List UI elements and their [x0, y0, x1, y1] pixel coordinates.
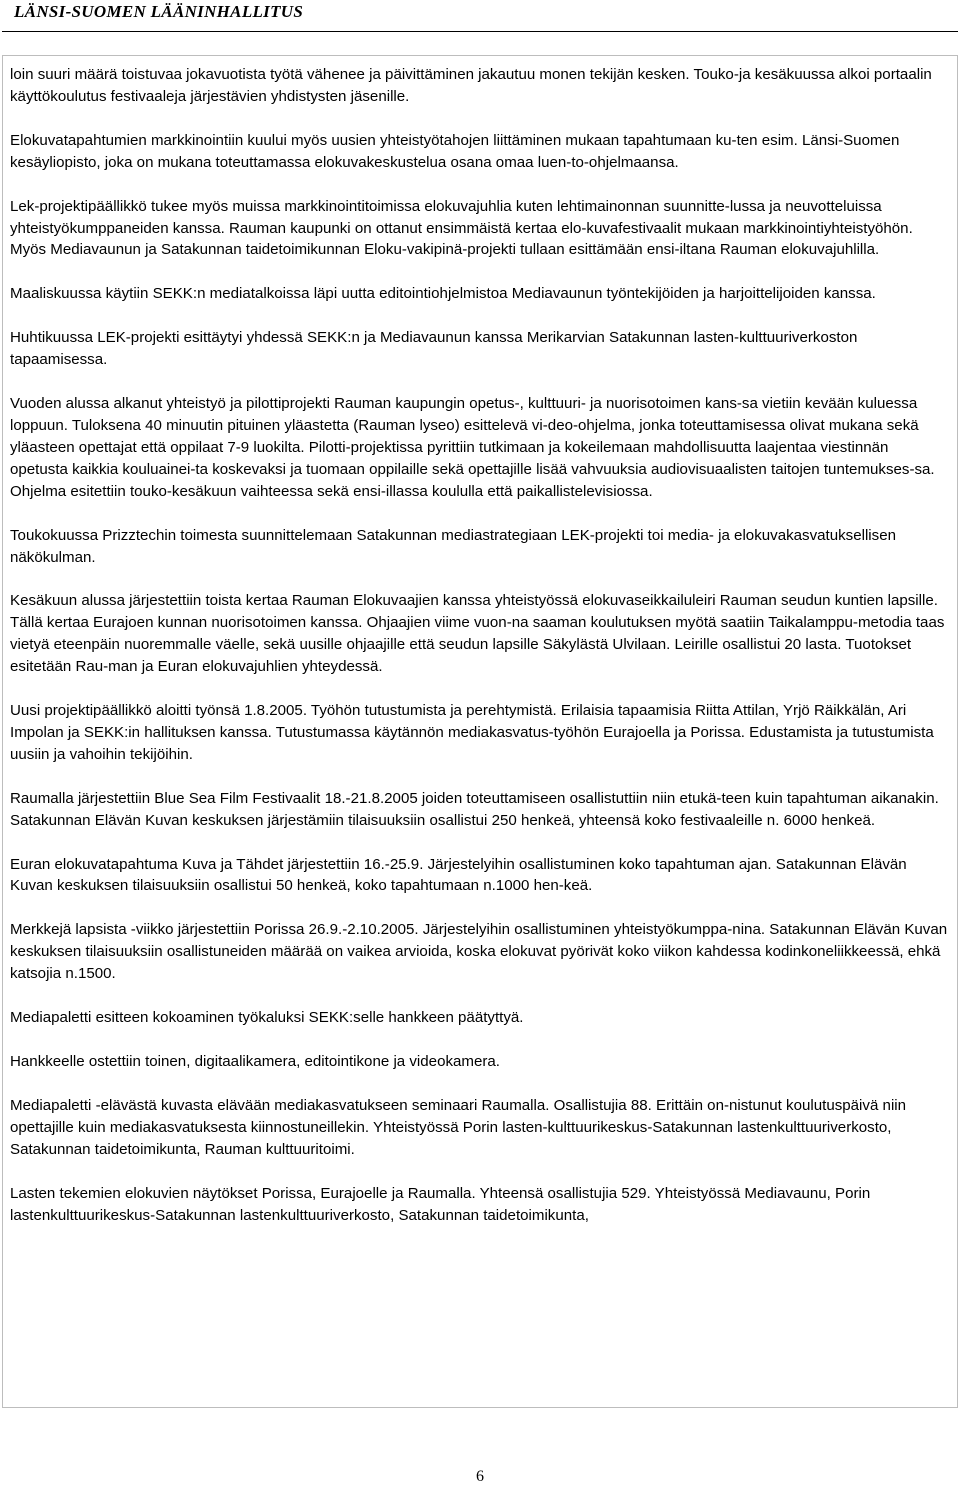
paragraph: Vuoden alussa alkanut yhteistyö ja pilottiprojekti Rauman kaupungin opetus-, kulttuuri- ja nuorisotoimen kans-sa vietiin kevään kuluessa loppuun. Tuloksena 40 minuutin pituinen yläastetta (Rauman lyseo) esittelevä vi-deo-ohjelma, jonka toteuttamisessa olivat mukana sekä yläasteen opettajat että oppilaat 7-9 luokilta. Pilotti-projektissa pyrittiin tutkimaan ja kokeilemaan mahdollisuutta laajentaa viestinnän opetusta kaikkia kouluainei-ta koskevaksi ja tuomaan oppilaille sekä opettajille lisää vahvuuksia audiovisuaalisten taitojen tuntemukses-sa. Ohjelma esitettiin touko-kesäkuun vaihteessa sekä ensi-illassa koululla että paikallistelevisiossa. [10, 395, 935, 500]
paragraph: Kesäkuun alussa järjestettiin toista kertaa Rauman Elokuvaajien kanssa yhteistyössä elokuvaseikkailuleiri Rauman seudun kuntien lapsille. Tällä kertaa Eurajoen kunnan nuorisotoimen kanssa. Ohjaajien viime vuon-na saaman koulutuksen myötä saatiin Taikalamppu-metodia taas vietyä eteenpäin nuoremmalle väelle, sekä uusille ohjaajille että seudun lapsille Säkylästä Ulvilaan. Leirille osallistui 20 lasta. Tuotokset esitetään Rau-man ja Euran elokuvajuhlien yhteydessä. [10, 592, 945, 676]
paragraph: Euran elokuvatapahtuma Kuva ja Tähdet järjestettiin 16.-25.9. Järjestelyihin osallistuminen koko tapahtuman ajan. Satakunnan Elävän Kuvan keskuksen tilaisuuksiin osallistui 50 henkeä, koko tapahtumaan n.1000 hen-keä. [10, 855, 907, 895]
paragraph: Hankkeelle ostettiin toinen, digitaalikamera, editointikone ja videokamera. [10, 1053, 500, 1070]
paragraph: Mediapaletti -elävästä kuvasta elävään mediakasvatukseen seminaari Raumalla. Osallistujia 88. Erittäin on-nistunut koulutuspäivä niin opettajille kuin mediakasvatuksesta kiinnostuneillekin. Yhteistyössä Porin lasten-kulttuurikeskus-Satakunnan lastenkulttuuriverkosto, Satakunnan taidetoimikunta, Rauman kulttuuritoimi. [10, 1096, 907, 1158]
page-number: 6 [476, 1468, 484, 1485]
paragraph: Mediapaletti esitteen kokoaminen työkaluksi SEKK:selle hankkeen päätyttyä. [10, 1009, 524, 1027]
document-body [10, 64, 948, 1248]
paragraph: Maaliskuussa käytiin SEKK:n mediatalkoissa läpi uutta editointiohjelmistoa Mediavaunun työntekijöiden ja harjoittelijoiden kanssa. [10, 285, 876, 303]
document-header: LÄNSI-SUOMEN LÄÄNINHALLITUS [14, 2, 304, 21]
paragraph: loin suuri määrä toistuvaa jokavuotista työtä vähenee ja päivittäminen jakautuu monen tekijän kesken. Touko-ja kesäkuussa alkoi portaalin käyttökoulutus festivaaleja järjestävien yhdistysten jäsenille. [10, 66, 932, 105]
paragraph: Huhtikuussa LEK-projekti esittäytyi yhdessä SEKK:n ja Mediavaunun kanssa Merikarvian Satakunnan lasten-kulttuuriverkoston tapaamisessa. [10, 329, 858, 369]
paragraph: Uusi projektipäällikkö aloitti työnsä 1.8.2005. Työhön tutustumista ja perehtymistä. Erilaisia tapaamisia Riitta Attilan, Yrjö Räikkälän, Ari Impolan ja SEKK:in hallituksen kanssa. Tutustumassa käytännön mediakasvatus-työhön Eurajoella ja Porissa. Edustamista ja tutustumista uusiin ja vahoihin tekijöihin. [10, 702, 934, 763]
paragraph: Toukokuussa Prizztechin toimesta suunnittelemaan Satakunnan mediastrategiaan LEK-projekti toi media- ja elokuvakasvatuksellisen näkökulman. [10, 526, 896, 566]
paragraph: Lek-projektipäällikkö tukee myös muissa markkinointitoimissa elokuvajuhlia kuten lehtimainonnan suunnitte-lussa ja neuvotteluissa yhteistyökumppaneiden kanssa. Rauman kaupunki on ottanut ensimmäistä kertaa elo-kuvafestivaalit mukaan markkinointiyhteistyöhön. Myös Mediavaunun ja Satakunnan taidetoimikunnan Eloku-vakipinä-projekti tullaan esittämään ensi-iltana Rauman elokuvajuhlilla. [10, 197, 913, 259]
header-divider [2, 31, 958, 32]
paragraph: Elokuvatapahtumien markkinointiin kuului myös uusien yhteistyötahojen liittäminen mukaan tapahtumaan ku-ten esim. Länsi-Suomen kesäyliopisto, joka on mukana toteuttamassa elokuvakeskustelua osana omaa luen-to-ohjelmaansa. [10, 131, 900, 171]
paragraph: Merkkejä lapsista -viikko järjestettiin Porissa 26.9.-2.10.2005. Järjestelyihin osallistuminen yhteistyökumppa-nina. Satakunnan Elävän Kuvan keskuksen tilaisuuksiin osallistuneiden määrää on vaikea arvioida, koska elokuvat pyörivät koko viikon kahdessa kodinkoneliikkeessä, ehkä katsojia n.1500. [10, 921, 948, 983]
paragraph: Raumalla järjestettiin Blue Sea Film Festivaalit 18.-21.8.2005 joiden toteuttamiseen osallistuttiin niin etukä-teen kuin tapahtuman aikanakin. Satakunnan Elävän Kuvan keskuksen järjestämiin tilaisuuksiin osallistui 250 henkeä, yhteensä koko festivaaleille n. 6000 henkeä. [10, 789, 939, 829]
paragraph: Lasten tekemien elokuvien näytökset Porissa, Eurajoelle ja Raumalla. Yhteensä osallistujia 529. Yhteistyössä Mediavaunu, Porin lastenkulttuurikeskus-Satakunnan lastenkulttuuriverkosto, Satakunnan taidetoimikunta, [10, 1184, 871, 1224]
